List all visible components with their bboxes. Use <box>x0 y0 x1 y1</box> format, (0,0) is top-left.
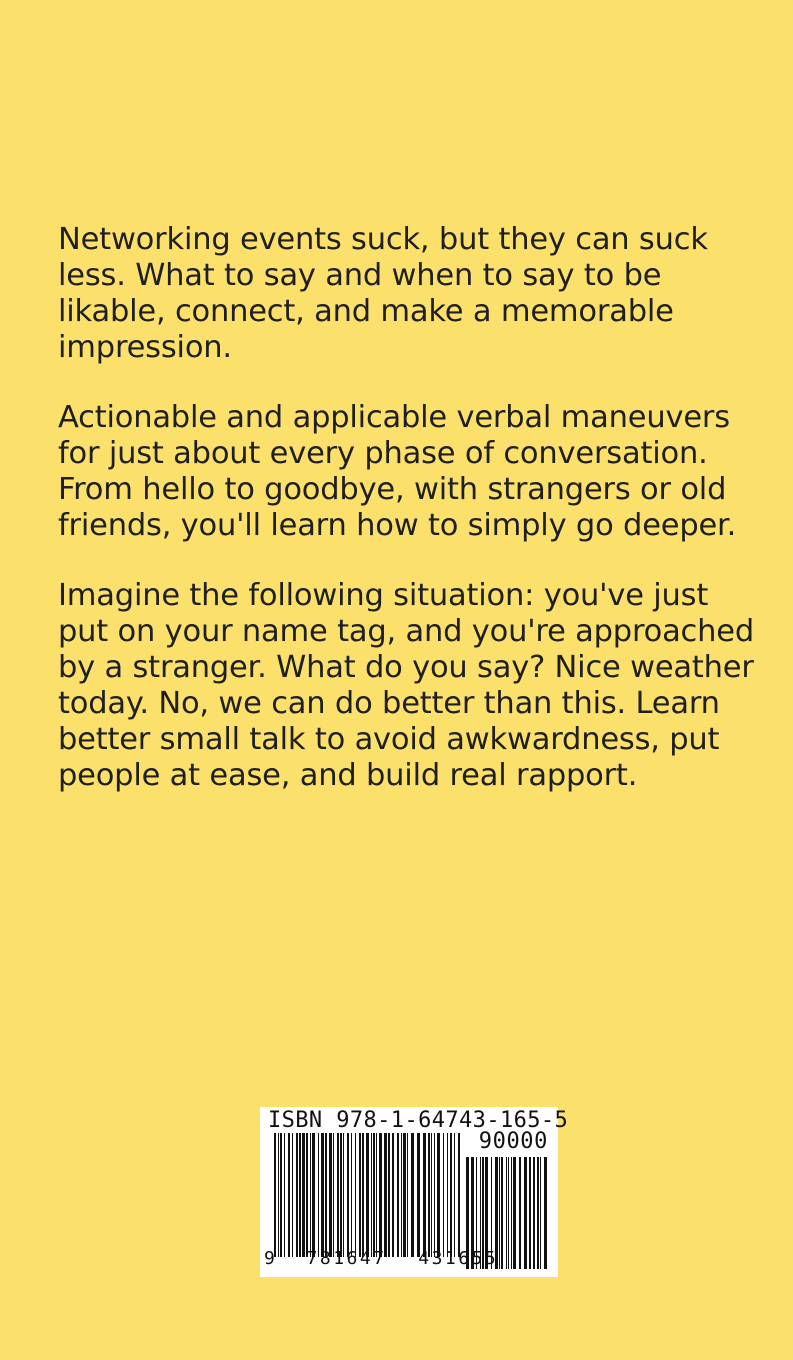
barcode-bar <box>401 1133 402 1257</box>
barcode-bar <box>501 1157 503 1269</box>
barcode-bar <box>284 1133 285 1257</box>
barcode-bar <box>329 1133 332 1257</box>
barcode-bar <box>306 1133 308 1257</box>
barcode-bar <box>337 1133 339 1257</box>
price-code: 90000 <box>478 1129 548 1154</box>
barcode-bar <box>458 1133 460 1257</box>
barcode-bar <box>506 1157 507 1269</box>
ean-first-digit: 9 <box>264 1248 275 1269</box>
barcode-bar <box>362 1133 364 1257</box>
barcode-bar <box>519 1157 521 1269</box>
ean-left-digits: 781647 <box>306 1248 387 1269</box>
blurb-paragraph-2: Actionable and applicable verbal maneuvers for just about every phase of conversation. From hello to goodbye, with strangers or old friends, you'll learn how to simply go deeper. <box>58 400 737 543</box>
barcode-bar <box>431 1133 432 1257</box>
barcode-bar <box>437 1133 440 1257</box>
barcode-bar <box>379 1133 382 1257</box>
barcode-bar <box>499 1157 500 1269</box>
barcode-bar <box>278 1133 279 1257</box>
barcode-bar <box>359 1133 361 1257</box>
barcode-bar <box>411 1133 414 1257</box>
ean-right-digits: 431655 <box>418 1248 499 1269</box>
barcode-bar <box>403 1133 406 1257</box>
barcode-bar <box>318 1133 319 1257</box>
barcode-bar <box>325 1133 327 1257</box>
barcode-bar <box>343 1133 344 1257</box>
barcode-bar <box>508 1157 509 1269</box>
isbn-barcode <box>260 1107 569 1277</box>
barcode-bar <box>423 1133 426 1257</box>
barcode-bar <box>537 1157 539 1269</box>
barcode-bar <box>340 1133 342 1257</box>
barcode-bar <box>407 1133 408 1257</box>
isbn-label: ISBN 978-1-64743-165-5 <box>268 1108 569 1133</box>
barcode-bar <box>371 1133 372 1257</box>
barcode-bar <box>373 1133 375 1257</box>
barcode-bar <box>292 1133 293 1257</box>
barcode-bar <box>417 1133 420 1257</box>
barcode-bar <box>533 1157 535 1269</box>
barcode-bar <box>443 1133 444 1257</box>
barcode-bar <box>351 1133 352 1257</box>
barcode-bar <box>388 1133 390 1257</box>
barcode-bar <box>511 1157 512 1269</box>
barcode-bar <box>524 1157 527 1269</box>
barcode-bar <box>540 1157 541 1269</box>
barcode-bar <box>310 1133 311 1257</box>
barcode-bar <box>397 1133 399 1257</box>
barcode-bar <box>434 1133 435 1257</box>
barcode-bar <box>450 1133 452 1257</box>
barcode-bar <box>428 1133 430 1257</box>
barcode-bar <box>366 1133 369 1257</box>
barcode-bar <box>447 1133 448 1257</box>
ean-digits <box>264 1249 498 1269</box>
back-cover-blurb <box>58 222 758 828</box>
barcode-bar <box>544 1157 547 1269</box>
barcode-bar <box>321 1133 324 1257</box>
blurb-paragraph-3: Imagine the following situation: you've just put on your name tag, and you're approached by a stranger. What do you say? Nice weather today. No, we can do better than this. Learn better small talk to avoid awkwardness, put people at ease, and build real rapport. <box>58 578 754 793</box>
barcode-bar <box>312 1133 315 1257</box>
barcode-bar <box>376 1133 377 1257</box>
blurb-paragraph-1: Networking events suck, but they can suck less. What to say and when to say to be likable, connect, and make a memorable impression. <box>58 222 708 365</box>
barcode-bar <box>333 1133 334 1257</box>
barcode-bar <box>274 1133 276 1257</box>
barcode-bar <box>513 1157 516 1269</box>
barcode-bar <box>280 1133 282 1257</box>
barcode-bar <box>454 1133 455 1257</box>
barcode-bar <box>355 1133 356 1257</box>
barcode-bar <box>392 1133 394 1257</box>
barcode-bar <box>529 1157 531 1269</box>
barcode-bar <box>347 1133 349 1257</box>
barcode-bar <box>302 1133 305 1257</box>
barcode-bar <box>296 1133 298 1257</box>
barcode-bar <box>288 1133 290 1257</box>
barcode-bar <box>384 1133 387 1257</box>
barcode-bar <box>299 1133 301 1257</box>
